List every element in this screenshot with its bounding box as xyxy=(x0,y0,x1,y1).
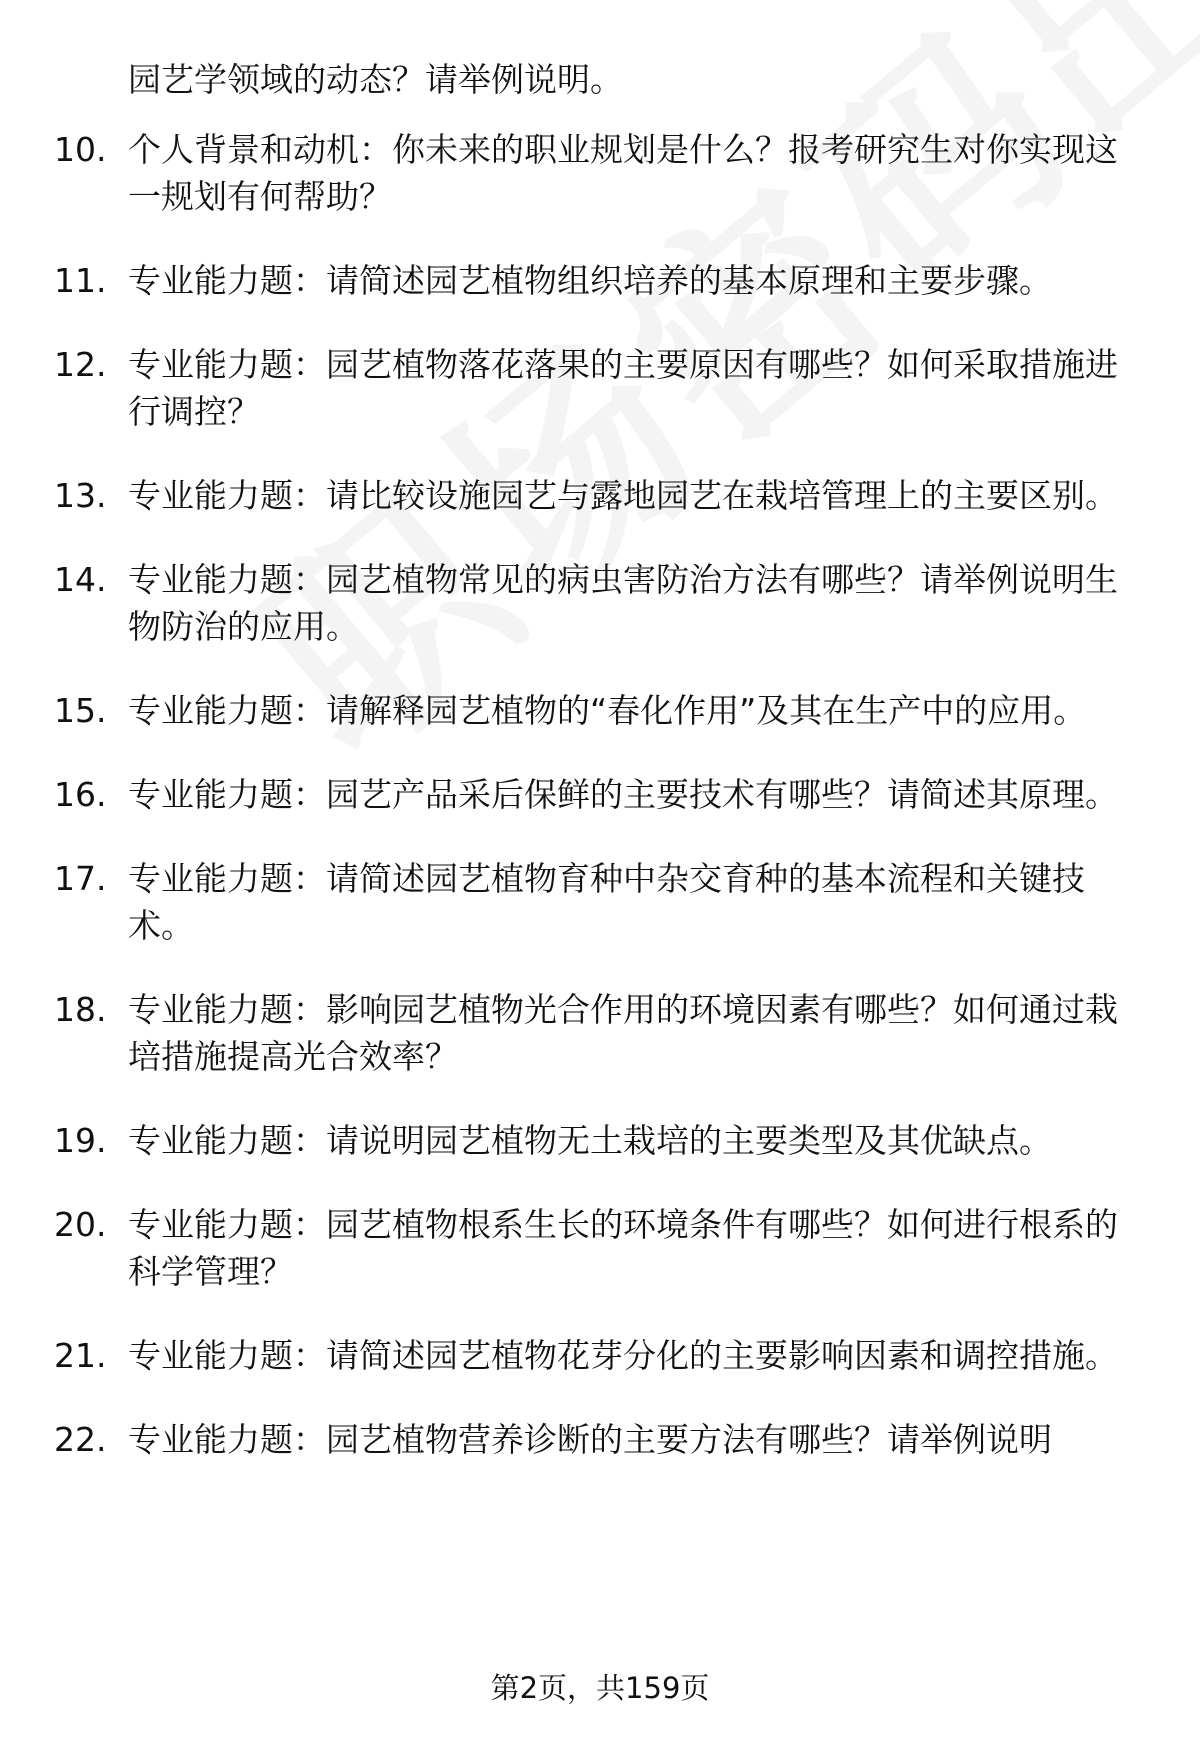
list-item xyxy=(0,126,1138,220)
item-text: 专业能力题：园艺产品采后保鲜的主要技术有哪些？请简述其原理。 xyxy=(128,775,1118,814)
list-item xyxy=(0,855,1138,949)
list-item xyxy=(0,687,1138,734)
item-text: 专业能力题：请说明园艺植物无土栽培的主要类型及其优缺点。 xyxy=(128,1121,1052,1160)
item-text: 专业能力题：请简述园艺植物组织培养的基本原理和主要步骤。 xyxy=(128,261,1052,300)
item-text: 个人背景和动机：你未来的职业规划是什么？报考研究生对你实现这一规划有何帮助？ xyxy=(128,130,1118,216)
item-number: 15. xyxy=(54,691,107,730)
item-text: 专业能力题：园艺植物营养诊断的主要方法有哪些？请举例说明 xyxy=(128,1420,1052,1459)
item-number: 11. xyxy=(54,261,107,300)
list-item xyxy=(0,986,1138,1080)
item-number: 20. xyxy=(54,1205,107,1244)
list-item xyxy=(0,771,1138,818)
item-number: 14. xyxy=(54,560,107,599)
item-text: 专业能力题：园艺植物落花落果的主要原因有哪些？如何采取措施进行调控？ xyxy=(128,345,1118,431)
item-text: 专业能力题：园艺植物常见的病虫害防治方法有哪些？请举例说明生物防治的应用。 xyxy=(128,560,1118,646)
item-number: 10. xyxy=(54,130,107,169)
item-number: 19. xyxy=(54,1121,107,1160)
item-text: 专业能力题：请简述园艺植物育种中杂交育种的基本流程和关键技术。 xyxy=(128,859,1085,945)
item-text: 专业能力题：请解释园艺植物的“春化作用”及其在生产中的应用。 xyxy=(128,691,1087,730)
item-text: 专业能力题：园艺植物根系生长的环境条件有哪些？如何进行根系的科学管理？ xyxy=(128,1205,1118,1291)
list-item xyxy=(0,1201,1138,1295)
item-number: 22. xyxy=(54,1420,107,1459)
continuation-text: 园艺学领域的动态？请举例说明。 xyxy=(128,60,623,99)
list-item xyxy=(0,1416,1138,1463)
item-number: 21. xyxy=(54,1336,107,1375)
item-number: 13. xyxy=(54,476,107,515)
list-item xyxy=(0,257,1138,304)
list-item xyxy=(0,1332,1138,1379)
item-text: 专业能力题：影响园艺植物光合作用的环境因素有哪些？如何通过栽培措施提高光合效率？ xyxy=(128,990,1118,1076)
list-item xyxy=(0,556,1138,650)
list-item xyxy=(0,1117,1138,1164)
item-number: 17. xyxy=(54,859,107,898)
list-item xyxy=(0,472,1138,519)
item-text: 专业能力题：请简述园艺植物花芽分化的主要影响因素和调控措施。 xyxy=(128,1336,1118,1375)
item-text: 专业能力题：请比较设施园艺与露地园艺在栽培管理上的主要区别。 xyxy=(128,476,1118,515)
item-number: 18. xyxy=(54,990,107,1029)
list-item xyxy=(0,341,1138,435)
page-footer: 第2页，共159页 xyxy=(490,1671,710,1705)
question-list xyxy=(0,126,1200,1500)
item-number: 12. xyxy=(54,345,107,384)
item-number: 16. xyxy=(54,775,107,814)
